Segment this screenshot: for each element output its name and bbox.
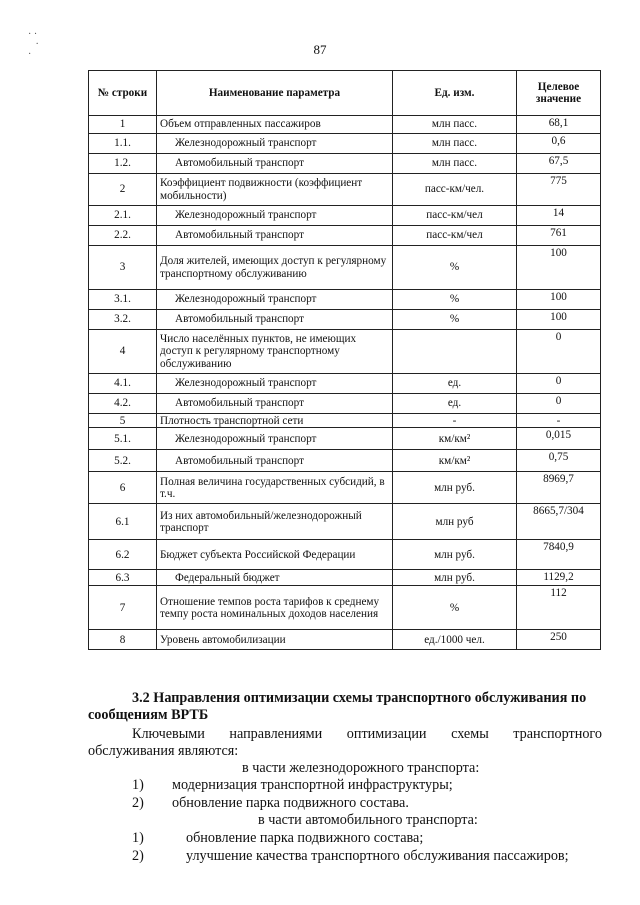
parameter-name-cell: Отношение темпов роста тарифов к среднему темпу роста номинальных доходов населения [157, 586, 393, 630]
road-item-2-number: 2) [132, 848, 144, 864]
parameter-name-cell: Объем отправленных пассажиров [157, 116, 393, 134]
target-value-cell: 0,75 [517, 450, 601, 472]
row-number-cell: 5.2. [89, 450, 157, 472]
table-row [89, 290, 601, 310]
row-number-cell: 5.1. [89, 428, 157, 450]
table-row [89, 504, 601, 540]
road-item-2-text: улучшение качества транспортного обслуживания пассажиров; [186, 848, 569, 864]
row-number-cell: 7 [89, 586, 157, 630]
target-value-cell: 0,015 [517, 428, 601, 450]
unit-cell: млн пасс. [393, 134, 517, 154]
scan-specks: · · · · [28, 29, 39, 60]
target-value-cell: 0,6 [517, 134, 601, 154]
parameter-name-cell: Уровень автомобилизации [157, 630, 393, 650]
row-number-cell: 2 [89, 174, 157, 206]
rail-item-2-text: обновление парка подвижного состава. [172, 795, 409, 811]
target-value-cell: - [517, 414, 601, 428]
target-value-cell: 0 [517, 330, 601, 374]
unit-cell: млн руб [393, 504, 517, 540]
rail-subheading: в части железнодорожного транспорта: [242, 760, 480, 776]
table-row [89, 374, 601, 394]
table-row [89, 134, 601, 154]
parameter-name-cell: Из них автомобильный/железнодорожный транспорт [157, 504, 393, 540]
target-value-cell: 112 [517, 586, 601, 630]
table-row [89, 310, 601, 330]
table-header-row [89, 71, 601, 116]
unit-cell: пасс-км/чел [393, 226, 517, 246]
parameter-name-cell: Коэффициент подвижности (коэффициент мобильности) [157, 174, 393, 206]
header-parameter-name: Наименование параметра [157, 71, 393, 116]
unit-cell: км/км² [393, 428, 517, 450]
parameter-name-cell: Железнодорожный транспорт [157, 134, 393, 154]
row-number-cell: 2.2. [89, 226, 157, 246]
unit-cell: млн руб. [393, 540, 517, 570]
road-subheading: в части автомобильного транспорта: [258, 812, 478, 828]
row-number-cell: 1.1. [89, 134, 157, 154]
row-number-cell: 1.2. [89, 154, 157, 174]
target-value-cell: 100 [517, 290, 601, 310]
parameters-table [88, 70, 601, 650]
parameter-name-cell: Автомобильный транспорт [157, 394, 393, 414]
rail-item-1-text: модернизация транспортной инфраструктуры; [172, 777, 453, 793]
parameter-name-cell: Бюджет субъекта Российской Федерации [157, 540, 393, 570]
row-number-cell: 1 [89, 116, 157, 134]
parameter-name-cell: Федеральный бюджет [157, 570, 393, 586]
unit-cell: км/км² [393, 450, 517, 472]
table-row [89, 226, 601, 246]
row-number-cell: 4.1. [89, 374, 157, 394]
table-row [89, 414, 601, 428]
parameter-name-cell: Автомобильный транспорт [157, 450, 393, 472]
parameter-name-cell: Железнодорожный транспорт [157, 428, 393, 450]
unit-cell: ед. [393, 374, 517, 394]
row-number-cell: 6 [89, 472, 157, 504]
table-row [89, 174, 601, 206]
unit-cell: ед./1000 чел. [393, 630, 517, 650]
unit-cell: % [393, 586, 517, 630]
unit-cell: млн руб. [393, 472, 517, 504]
row-number-cell: 6.2 [89, 540, 157, 570]
section-heading: 3.2 Направления оптимизации схемы транспортного обслуживания по сообщениям ВРТБ [88, 690, 587, 723]
unit-cell: пасс-км/чел [393, 206, 517, 226]
table-row [89, 586, 601, 630]
target-value-cell: 0 [517, 374, 601, 394]
header-unit: Ед. изм. [393, 71, 517, 116]
page-number: 87 [313, 42, 327, 57]
table-row [89, 472, 601, 504]
unit-cell: ед. [393, 394, 517, 414]
section-intro: Ключевыми направлениями оптимизации схемы транспортного обслуживания являются: [88, 726, 602, 759]
row-number-cell: 6.1 [89, 504, 157, 540]
table-body [89, 116, 601, 650]
parameter-name-cell: Доля жителей, имеющих доступ к регулярному транспортному обслуживанию [157, 246, 393, 290]
target-value-cell: 8665,7/304 [517, 504, 601, 540]
target-value-cell: 14 [517, 206, 601, 226]
unit-cell [393, 330, 517, 374]
parameter-name-cell: Число населённых пунктов, не имеющих доступ к регулярному транспортному обслуживанию [157, 330, 393, 374]
row-number-cell: 5 [89, 414, 157, 428]
table-row [89, 394, 601, 414]
unit-cell: млн пасс. [393, 154, 517, 174]
parameter-name-cell: Полная величина государственных субсидий, в т.ч. [157, 472, 393, 504]
unit-cell: - [393, 414, 517, 428]
unit-cell: пасс-км/чел. [393, 174, 517, 206]
table-row [89, 116, 601, 134]
target-value-cell: 100 [517, 310, 601, 330]
target-value-cell: 1129,2 [517, 570, 601, 586]
unit-cell: % [393, 290, 517, 310]
table-row [89, 450, 601, 472]
row-number-cell: 6.3 [89, 570, 157, 586]
road-item-1-number: 1) [132, 830, 144, 846]
parameter-name-cell: Железнодорожный транспорт [157, 290, 393, 310]
target-value-cell: 7840,9 [517, 540, 601, 570]
parameter-name-cell: Автомобильный транспорт [157, 310, 393, 330]
unit-cell: % [393, 246, 517, 290]
table-row [89, 206, 601, 226]
row-number-cell: 3 [89, 246, 157, 290]
target-value-cell: 100 [517, 246, 601, 290]
target-value-cell: 68,1 [517, 116, 601, 134]
row-number-cell: 8 [89, 630, 157, 650]
table-row [89, 570, 601, 586]
header-target-value: Целевое значение [517, 71, 601, 116]
target-value-cell: 0 [517, 394, 601, 414]
target-value-cell: 67,5 [517, 154, 601, 174]
row-number-cell: 4.2. [89, 394, 157, 414]
target-value-cell: 8969,7 [517, 472, 601, 504]
parameter-name-cell: Железнодорожный транспорт [157, 374, 393, 394]
parameter-name-cell: Автомобильный транспорт [157, 226, 393, 246]
table-row [89, 330, 601, 374]
table-row [89, 428, 601, 450]
target-value-cell: 761 [517, 226, 601, 246]
rail-item-1-number: 1) [132, 777, 144, 793]
unit-cell: млн пасс. [393, 116, 517, 134]
table-row [89, 154, 601, 174]
unit-cell: млн руб. [393, 570, 517, 586]
row-number-cell: 3.2. [89, 310, 157, 330]
row-number-cell: 4 [89, 330, 157, 374]
header-row-number: № строки [89, 71, 157, 116]
unit-cell: % [393, 310, 517, 330]
table-row [89, 630, 601, 650]
parameter-name-cell: Железнодорожный транспорт [157, 206, 393, 226]
parameter-name-cell: Плотность транспортной сети [157, 414, 393, 428]
table-row [89, 246, 601, 290]
target-value-cell: 775 [517, 174, 601, 206]
row-number-cell: 3.1. [89, 290, 157, 310]
rail-item-2-number: 2) [132, 795, 144, 811]
parameter-name-cell: Автомобильный транспорт [157, 154, 393, 174]
table-row [89, 540, 601, 570]
row-number-cell: 2.1. [89, 206, 157, 226]
road-item-1-text: обновление парка подвижного состава; [186, 830, 424, 846]
target-value-cell: 250 [517, 630, 601, 650]
